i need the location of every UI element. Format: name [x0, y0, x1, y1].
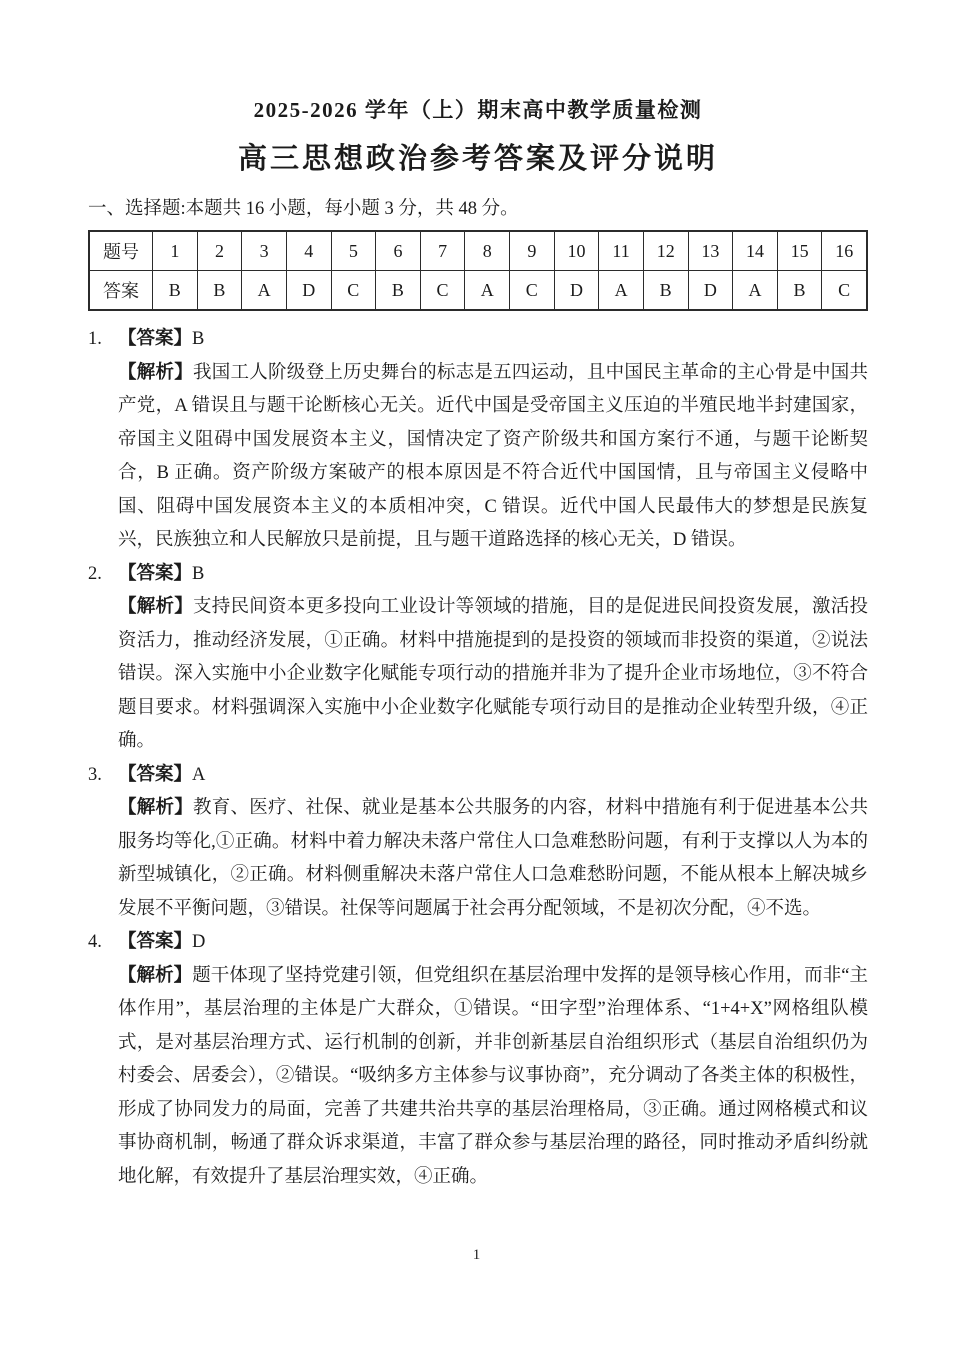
question-number-cell: 8 — [464, 232, 509, 270]
answer-cells — [152, 271, 866, 309]
answer-explanation-list — [88, 323, 868, 1194]
analysis-label: 【解析】 — [118, 965, 193, 986]
analysis-text: 题干体现了坚持党建引领，但党组织在基层治理中发挥的是领导核心作用，而非“主体作用”，基层治理的主体是广大群众，①错误。“田字型”治理体系、“1+4+X”网格组队模式，是对基层治理方式、运行机制的创新，并非创新基层自治组织形式（基层自治组织仍为村委会、居委会），②错误。“吸纳多方主体参与议事协商”，充分调动了各类主体的积极性，形成了协同发力的局面，完善了共建共治共享的基层治理格局，③正确。通过网格模式和议事协商机制，畅通了群众诉求渠道，丰富了群众参与基层治理的路径，同时推动矛盾纠纷就地化解，有效提升了基层治理实效，④正确。 — [118, 965, 868, 1187]
answer-label: 【答案】 — [118, 764, 193, 785]
item-body — [118, 759, 868, 927]
document-title-line1: 2025-2026 学年（上）期末高中教学质量检测 — [253, 98, 703, 122]
item-body — [118, 323, 868, 558]
question-number-cell: 1 — [152, 232, 197, 270]
analysis-label: 【解析】 — [118, 597, 194, 617]
answer-explanation-item — [88, 759, 868, 927]
table-header-answer: 答案 — [103, 281, 139, 301]
answer-cell: A — [598, 271, 643, 309]
question-number-cell: 3 — [241, 232, 286, 270]
answer-cell: B — [375, 271, 420, 309]
item-answer-line — [118, 759, 868, 793]
table-row-answers — [90, 270, 866, 309]
question-number-cell: 7 — [420, 232, 465, 270]
item-number: 3. — [88, 764, 102, 785]
answer-cell: C — [821, 271, 866, 309]
question-number-cell: 10 — [554, 232, 599, 270]
answer-letter: A — [192, 764, 206, 785]
item-answer-line — [118, 323, 868, 357]
answer-letter: D — [192, 932, 206, 952]
item-number: 1. — [88, 329, 102, 349]
item-answer-line — [118, 926, 868, 960]
question-number-cell: 12 — [643, 232, 688, 270]
answer-key-table — [88, 230, 868, 311]
answer-label: 【答案】 — [118, 329, 193, 349]
answer-explanation-item — [88, 926, 868, 1194]
answer-cell: A — [241, 271, 286, 309]
item-number: 4. — [88, 932, 102, 952]
page-number: 1 — [472, 1247, 481, 1263]
answer-letter: B — [192, 329, 205, 349]
table-header-question-number: 题号 — [103, 242, 139, 262]
answer-cell: A — [464, 271, 509, 309]
answer-letter: B — [192, 563, 205, 584]
answer-explanation-item — [88, 323, 868, 558]
question-number-cell: 16 — [821, 232, 866, 270]
answer-cell: B — [777, 271, 822, 309]
answer-cell: A — [732, 271, 777, 309]
question-number-cell: 13 — [688, 232, 733, 270]
answer-cell: C — [331, 271, 376, 309]
question-number-cell: 14 — [732, 232, 777, 270]
item-body — [118, 926, 868, 1194]
answer-cell: D — [688, 271, 733, 309]
item-analysis — [118, 960, 868, 1195]
analysis-label: 【解析】 — [118, 798, 194, 818]
answer-cell: B — [152, 271, 197, 309]
answer-explanation-item — [88, 558, 868, 759]
question-number-cell: 2 — [197, 232, 242, 270]
answer-label: 【答案】 — [118, 932, 193, 952]
question-number-cells — [152, 232, 866, 270]
section-heading: 一、选择题:本题共 16 小题，每小题 3 分，共 48 分。 — [88, 199, 519, 219]
question-number-cell: 4 — [286, 232, 331, 270]
table-row-question-numbers — [90, 232, 866, 270]
document-title-line2: 高三思想政治参考答案及评分说明 — [237, 143, 718, 175]
item-body — [118, 558, 868, 759]
answer-cell: C — [509, 271, 554, 309]
analysis-text: 支持民间资本更多投向工业设计等领域的措施，目的是促进民间投资发展，激活投资活力，推动经济发展，①正确。材料中措施提到的是投资的领域而非投资的渠道，②说法错误。深入实施中小企业数字化赋能专项行动的措施并非为了提升企业市场地位，③不符合题目要求。材料强调深入实施中小企业数字化赋能专项行动目的是推动企业转型升级，④正确。 — [118, 597, 868, 751]
answer-cell: D — [554, 271, 599, 309]
question-number-cell: 9 — [509, 232, 554, 270]
question-number-cell: 15 — [777, 232, 822, 270]
answer-label: 【答案】 — [118, 563, 193, 584]
analysis-text: 我国工人阶级登上历史舞台的标志是五四运动，且中国民主革命的主心骨是中国共产党，A 错误且与题干论断核心无关。近代中国是受帝国主义压迫的半殖民地半封建国家，帝国主义阻碍中国发展资本主义，国情决定了资产阶级共和国方案行不通，与题干论断契合，B 正确。资产阶级方案破产的根本原因是不符合近代中国国情，且与帝国主义侵略中国、阻碍中国发展资本主义的本质相冲突，C 错误。近代中国人民最伟大的梦想是民族复兴，民族独立和人民解放只是前提，且与题干道路选择的核心无关，D 错误。 — [118, 362, 868, 550]
item-analysis — [118, 591, 868, 759]
answer-cell: C — [420, 271, 465, 309]
answer-cell: B — [197, 271, 242, 309]
item-number: 2. — [88, 563, 102, 584]
analysis-text: 教育、医疗、社保、就业是基本公共服务的内容，材料中措施有利于促进基本公共服务均等化,①正确。材料中着力解决未落户常住人口急难愁盼问题，有利于支撑以人为本的新型城镇化，②正确。材料侧重解决未落户常住人口急难愁盼问题，不能从根本上解决城乡发展不平衡问题，③错误。社保等问题属于社会再分配领域，不是初次分配，④不选。 — [118, 798, 868, 919]
analysis-label: 【解析】 — [118, 362, 194, 383]
item-analysis — [118, 792, 868, 926]
answer-cell: D — [286, 271, 331, 309]
answer-cell: B — [643, 271, 688, 309]
item-analysis — [118, 357, 868, 558]
item-answer-line — [118, 558, 868, 592]
question-number-cell: 6 — [375, 232, 420, 270]
question-number-cell: 5 — [331, 232, 376, 270]
question-number-cell: 11 — [598, 232, 643, 270]
